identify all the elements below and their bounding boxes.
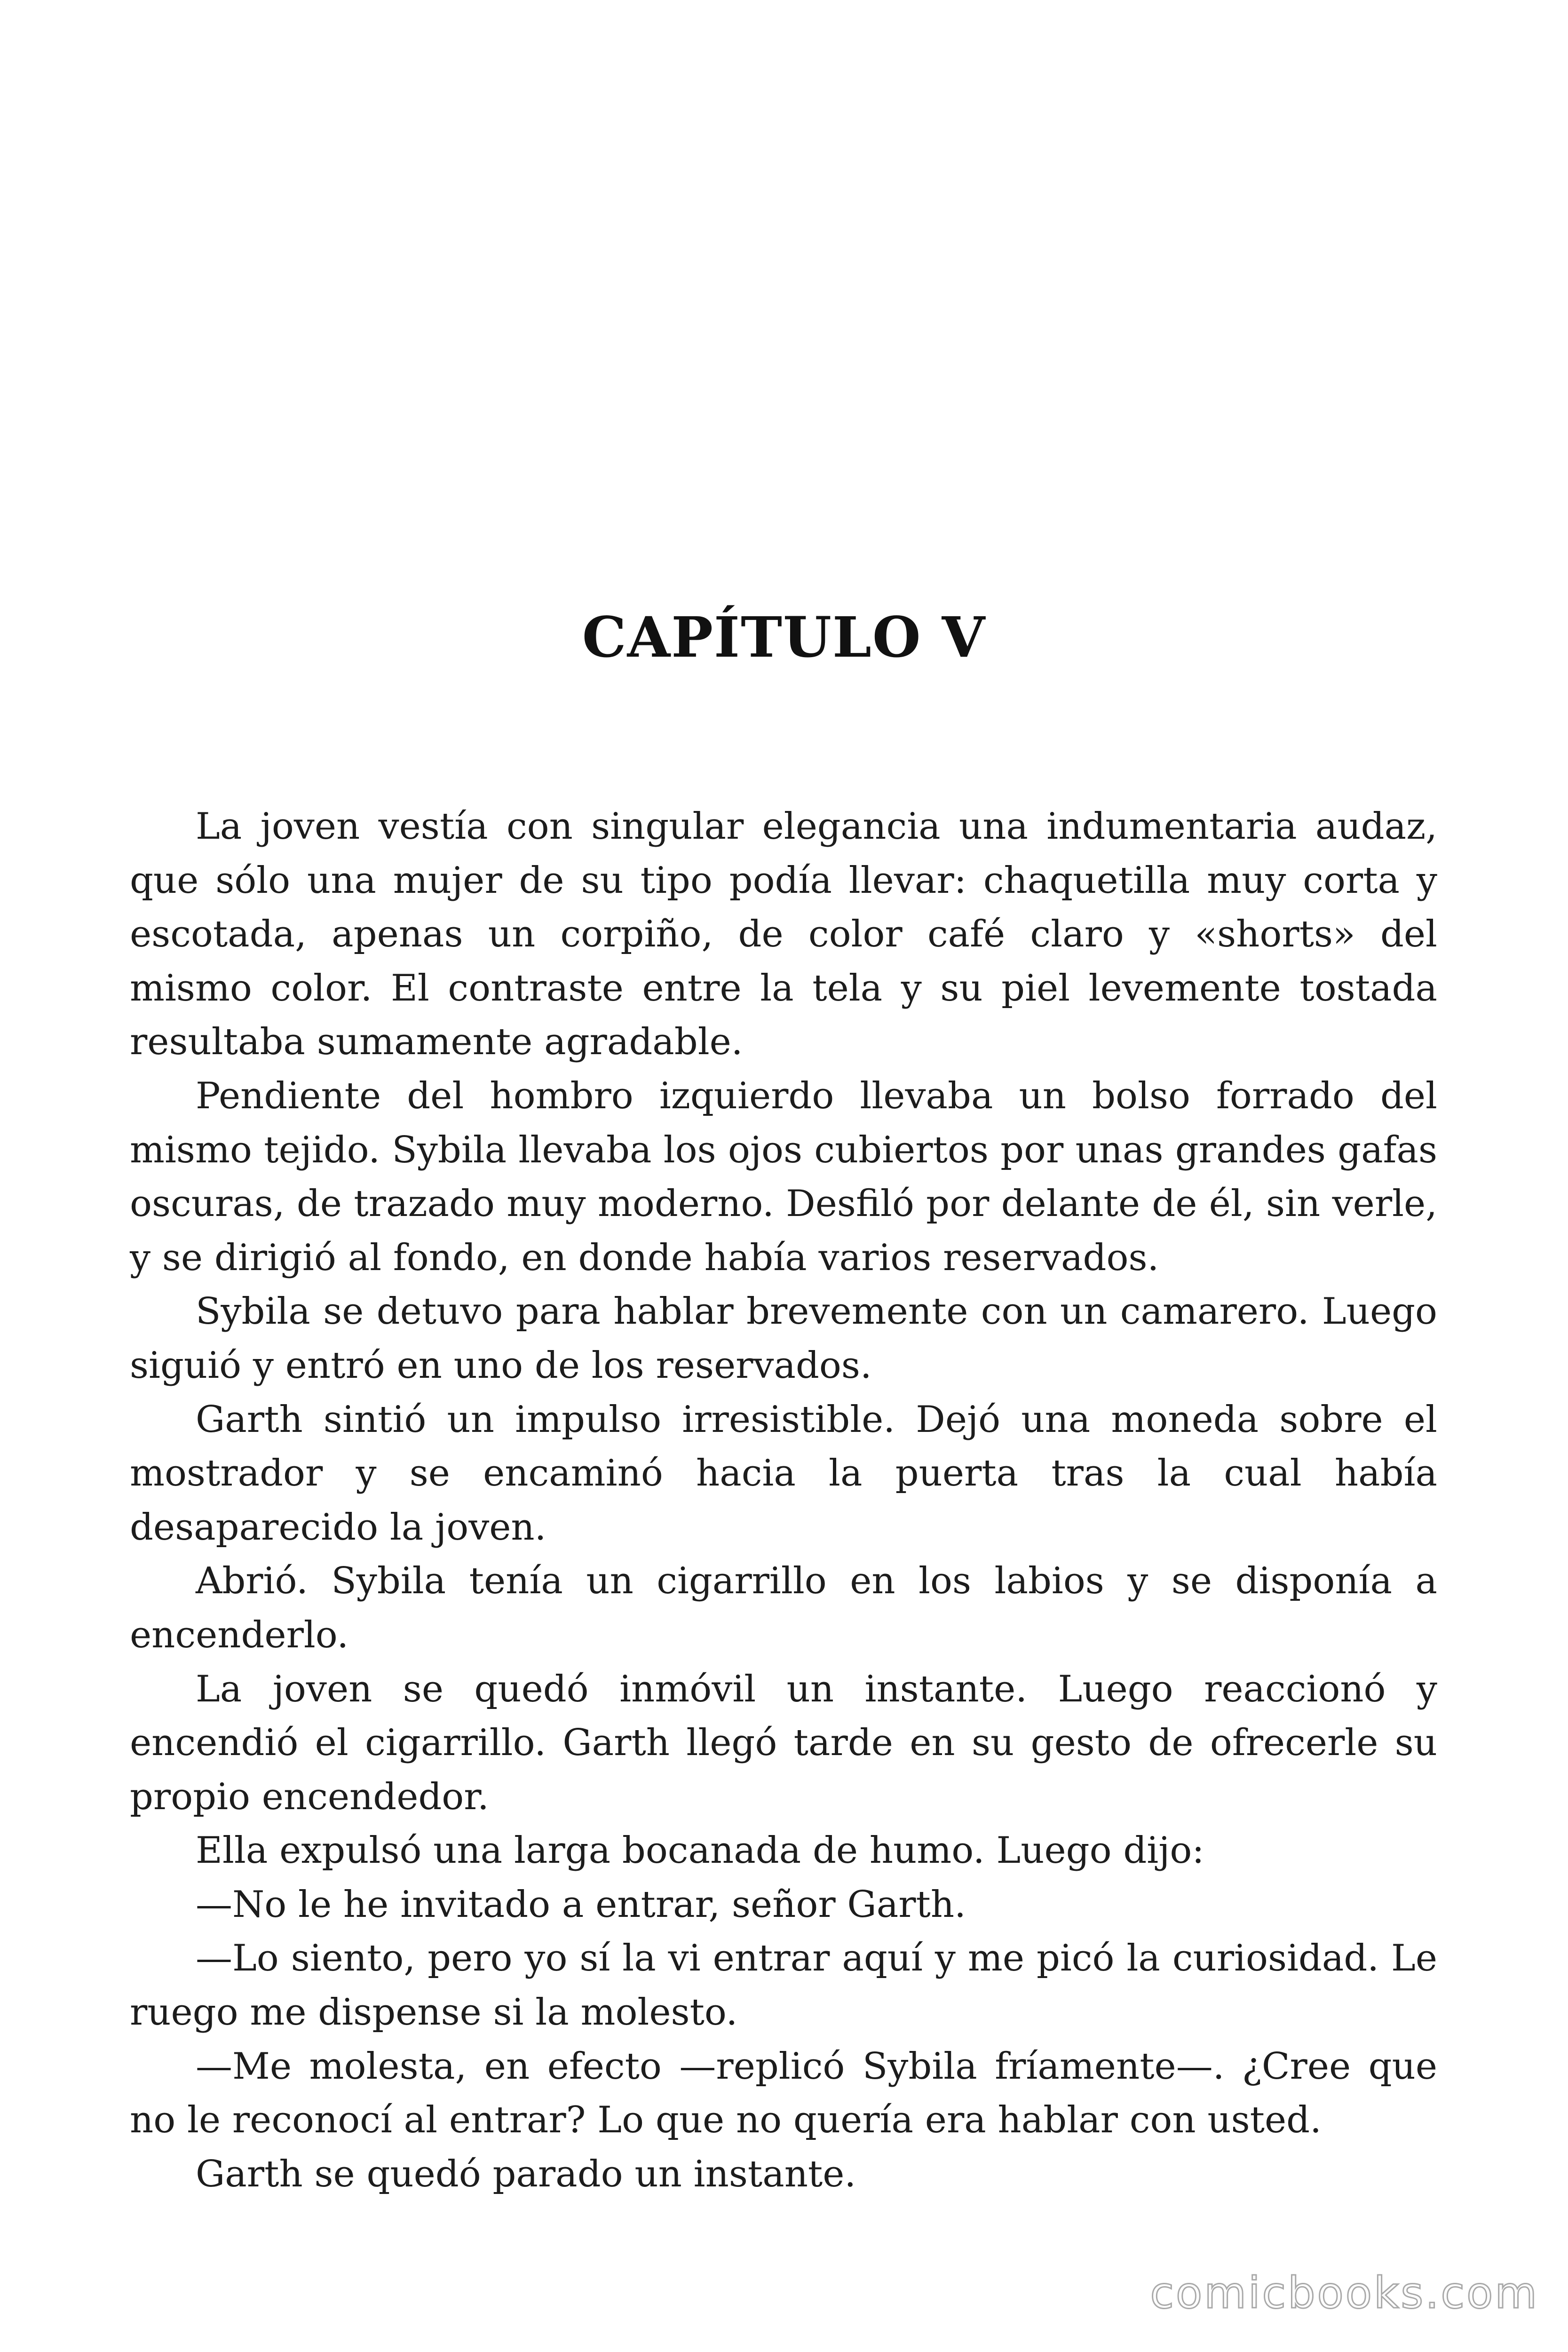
- paragraph: Ella expulsó una larga bocanada de humo. Luego dijo:: [196, 1829, 1204, 1872]
- chapter-body: [130, 800, 1437, 2201]
- paragraph: La joven vestía con singular elegancia una indumentaria audaz, que sólo una mujer de su tipo podía llevar: chaquetilla muy corta y escotada, apenas un corpiño, de color café claro y «shorts» del mismo color. El contraste entre la tela y su piel levemente tostada resultaba sumamente agradable.: [130, 805, 1437, 1064]
- paragraph: Abrió. Sybila tenía un cigarrillo en los labios y se disponía a encenderlo.: [130, 1560, 1437, 1656]
- paragraph: Sybila se detuvo para hablar brevemente con un camarero. Luego siguió y entró en uno de los reservados.: [130, 1290, 1437, 1387]
- paragraph: La joven se quedó inmóvil un instante. Luego reaccionó y encendió el cigarrillo. Garth llegó tarde en su gesto de ofrecerle su propio encendedor.: [130, 1668, 1437, 1818]
- chapter-title: CAPÍTULO V: [582, 604, 986, 670]
- watermark: comicbooks.com: [1150, 2268, 1539, 2318]
- dialogue-line: —Lo siento, pero yo sí la vi entrar aquí y me picó la curiosidad. Le ruego me dispense si la molesto.: [130, 1937, 1437, 2034]
- dialogue-line: —No le he invitado a entrar, señor Garth.: [196, 1883, 966, 1926]
- paragraph: Garth sintió un impulso irresistible. Dejó una moneda sobre el mostrador y se encaminó hacia la puerta tras la cual había desaparecido la joven.: [130, 1398, 1437, 1549]
- dialogue-line: —Me molesta, en efecto —replicó Sybila fríamente—. ¿Cree que no le reconocí al entrar? Lo que no quería era hablar con usted.: [130, 2045, 1437, 2142]
- paragraph: Pendiente del hombro izquierdo llevaba un bolso forrado del mismo tejido. Sybila llevaba los ojos cubiertos por unas grandes gafas oscuras, de trazado muy moderno. Desfiló por delante de él, sin verle, y se dirigió al fondo, en donde había varios reservados.: [130, 1074, 1437, 1279]
- paragraph: Garth se quedó parado un instante.: [196, 2153, 856, 2195]
